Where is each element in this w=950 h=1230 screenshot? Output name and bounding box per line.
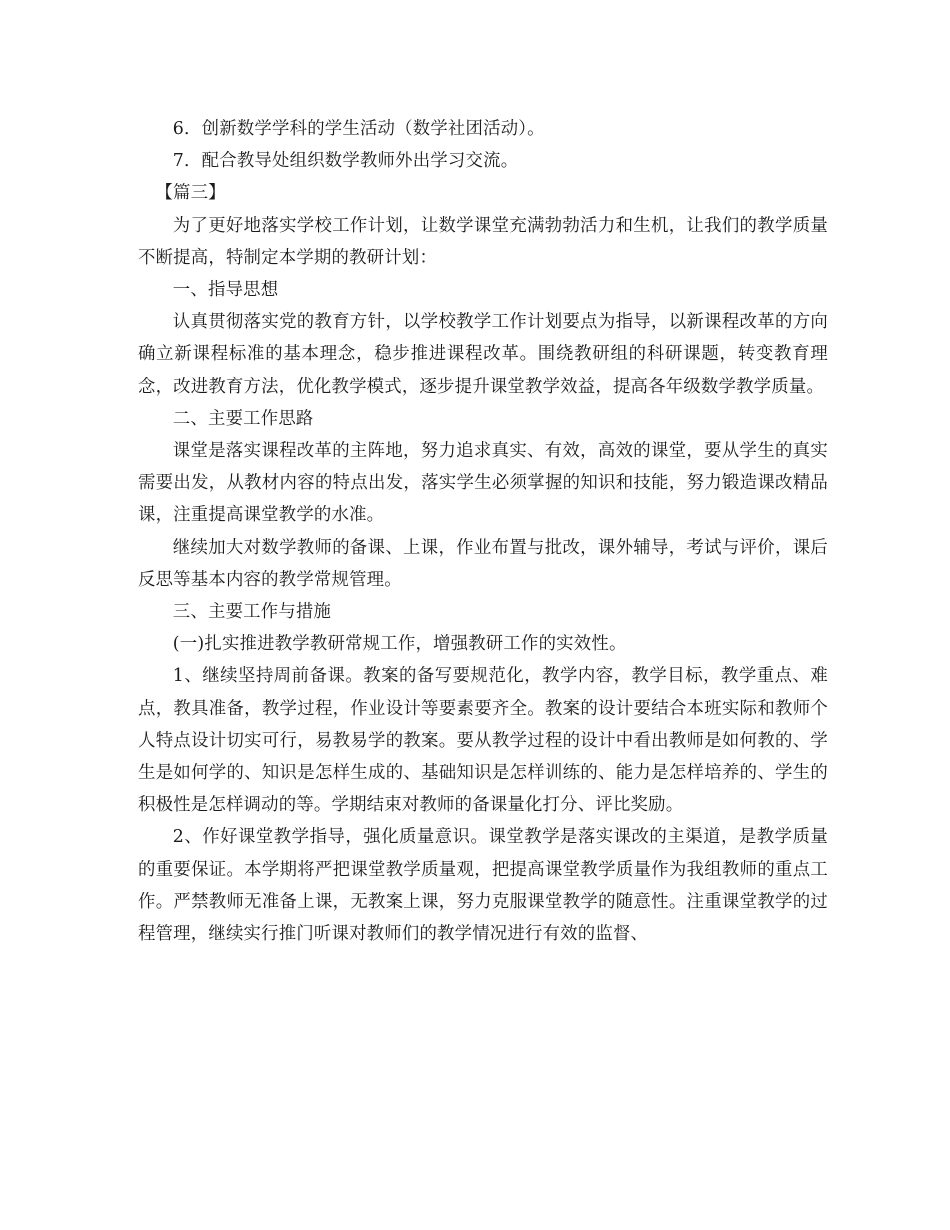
- heading-guiding-ideology: 一、指导思想: [172, 280, 279, 301]
- list-item-7: 7．配合教导处组织数学教师外出学习交流。: [172, 151, 519, 172]
- guiding-ideology-paragraph: 认真贯彻落实党的教育方针，以学校教学工作计划要点为指导，以新课程改革的方向确立新课程标准的基本理念，稳步推进课程改革。围绕教研组的科研课题，转变教育理念，改进教育方法，优化教学模式，逐步提升课堂教学效益，提高各年级数学教学质量。: [138, 312, 828, 397]
- measure-paragraph-1: 1、继续坚持周前备课。教案的备写要规范化，教学内容，教学目标，教学重点、难点，教具准备，教学过程，作业设计等要素要齐全。教案的设计要结合本班实际和教师个人特点设计切实可行，易教易学的教案。要从教学过程的设计中看出教师是如何教的、学生是如何学的、知识是怎样生成的、基础知识是怎样训练的、能力是怎样培养的、学生的积极性是怎样调动的等。学期结束对教师的备课量化打分、评比奖励。: [138, 666, 828, 816]
- subheading-teaching-research-routine: (一)扎实推进教学教研常规工作，增强教研工作的实效性。: [172, 634, 627, 655]
- section-title-part-three: 【篇三】: [155, 183, 226, 204]
- work-ideas-paragraph-1: 课堂是落实课程改革的主阵地，努力追求真实、有效，高效的课堂，要从学生的真实需要出发，从教材内容的特点出发，落实学生必须掌握的知识和技能，努力锻造课改精品课，注重提高课堂教学的水准。: [138, 441, 828, 526]
- heading-main-work-measures: 三、主要工作与措施: [172, 602, 332, 623]
- heading-main-work-ideas: 二、主要工作思路: [172, 408, 314, 429]
- list-item-6: 6．创新数学学科的学生活动（数学社团活动）。: [172, 119, 545, 139]
- intro-paragraph: 为了更好地落实学校工作计划，让数学课堂充满勃勃活力和生机，让我们的教学质量不断提高，特制定本学期的教研计划：: [138, 215, 828, 268]
- work-ideas-paragraph-2: 继续加大对数学教师的备课、上课，作业布置与批改，课外辅导，考试与评价，课后反思等基本内容的教学常规管理。: [138, 537, 828, 590]
- document-body: [138, 113, 828, 950]
- measure-paragraph-2: 2、作好课堂教学指导，强化质量意识。课堂教学是落实课改的主渠道，是教学质量的重要保证。本学期将严把课堂教学质量观，把提高课堂教学质量作为我组教师的重点工作。严禁教师无准备上课，无教案上课，努力克服课堂教学的随意性。注重课堂教学的过程管理，继续实行推门听课对教师们的教学情况进行有效的监督、: [138, 827, 828, 945]
